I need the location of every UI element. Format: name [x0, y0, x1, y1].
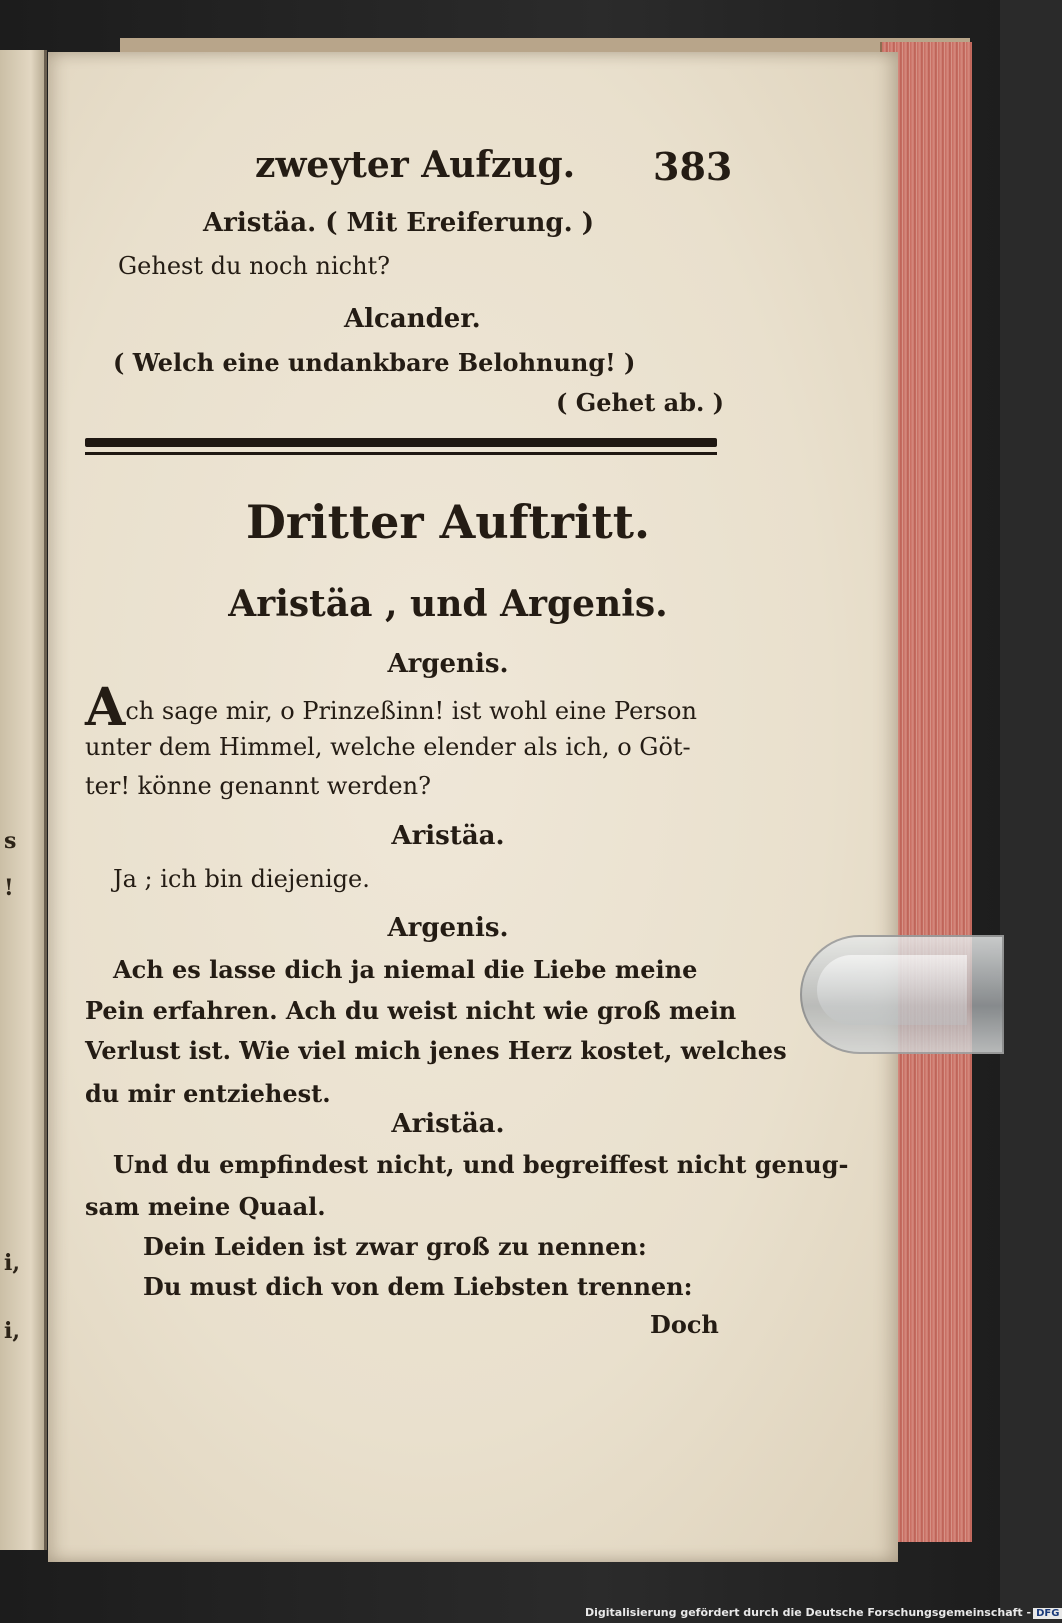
- left-page-fragment: i,: [4, 1250, 21, 1276]
- digitization-credit: [585, 1606, 1062, 1619]
- scene-title: Dritter Auftritt.: [245, 495, 650, 549]
- section-rule: [85, 438, 717, 447]
- left-page-fragment: !: [4, 875, 14, 901]
- dfg-logo: DFG: [1033, 1608, 1062, 1619]
- prose-line: sam meine Quaal.: [85, 1192, 326, 1221]
- book-page: [48, 52, 898, 1562]
- previous-page-edge: [0, 50, 47, 1550]
- catchword: Doch: [650, 1310, 719, 1339]
- scene-cast: Aristäa , und Argenis.: [228, 583, 668, 625]
- prose-line-text: ch sage mir, o Prinzeßinn! ist wohl eine Person: [125, 697, 697, 725]
- stage-direction: ( Gehet ab. ): [556, 388, 725, 417]
- verse-line: Dein Leiden ist zwar groß zu nennen:: [143, 1232, 647, 1261]
- prose-line: Pein erfahren. Ach du weist nicht wie groß mein: [85, 996, 737, 1025]
- page-number: 383: [653, 144, 733, 189]
- speaker-heading: Aristäa. ( Mit Ereiferung. ): [203, 208, 595, 238]
- speaker-heading: Alcander.: [344, 304, 481, 334]
- left-page-fragment: i,: [4, 1318, 21, 1344]
- drop-cap: A: [85, 677, 126, 738]
- verse-line: Du must dich von dem Liebsten trennen:: [143, 1272, 693, 1301]
- prose-line: ter! könne genannt werden?: [85, 772, 431, 800]
- section-rule: [85, 452, 717, 455]
- speaker-heading: Aristäa.: [391, 821, 505, 851]
- prose-line: Und du empfindest nicht, und begreiffest nicht genug-: [113, 1150, 849, 1179]
- prose-line: Ja ; ich bin diejenige.: [113, 865, 370, 893]
- prose-line: Ach es lasse dich ja niemal die Liebe meine: [113, 955, 698, 984]
- credit-text: Digitalisierung gefördert durch die Deutsche Forschungsgemeinschaft -: [585, 1606, 1032, 1619]
- page-clip-highlight: [817, 955, 967, 1025]
- prose-line: [85, 677, 697, 738]
- left-page-fragment: s: [4, 828, 17, 854]
- prose-line: Verlust ist. Wie viel mich jenes Herz kostet, welches: [85, 1036, 787, 1065]
- prose-line: unter dem Himmel, welche elender als ich, o Göt-: [85, 733, 691, 761]
- speaker-heading: Argenis.: [387, 913, 509, 943]
- speaker-heading: Aristäa.: [391, 1109, 505, 1139]
- running-head: zweyter Aufzug.: [255, 144, 576, 186]
- verse-line: Gehest du noch nicht?: [118, 252, 391, 280]
- verse-line: ( Welch eine undankbare Belohnung! ): [113, 348, 636, 377]
- prose-line: du mir entziehest.: [85, 1079, 331, 1108]
- page-clip: [800, 935, 1004, 1054]
- speaker-heading: Argenis.: [387, 649, 509, 679]
